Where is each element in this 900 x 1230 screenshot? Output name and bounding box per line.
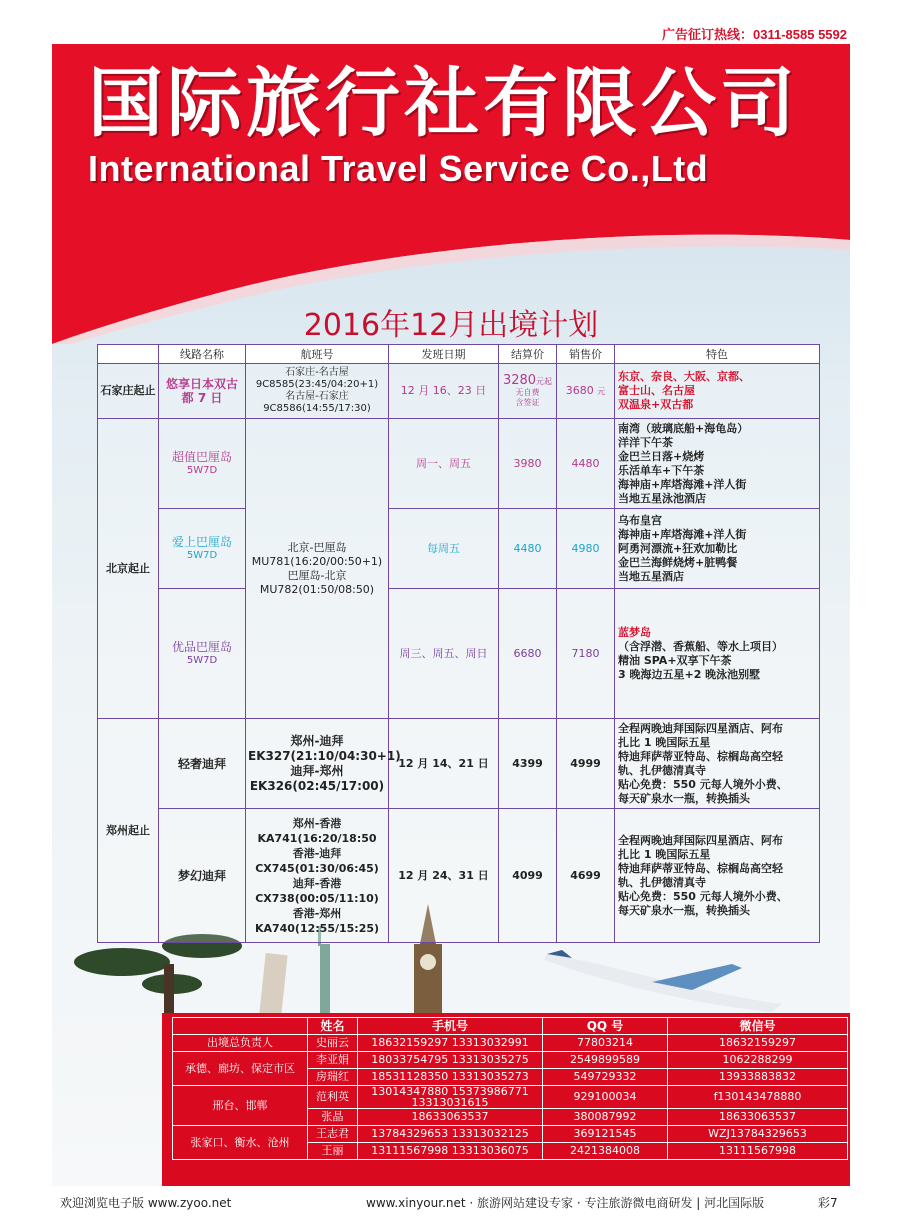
feature-line: 金巴兰海鲜烧烤+脏鸭餐: [618, 555, 738, 569]
contact-phone: 18633063537: [358, 1109, 543, 1126]
route-title: 超值巴厘岛: [171, 449, 232, 464]
table-header-row: [98, 345, 820, 364]
departure-date: 每周五: [389, 509, 499, 589]
feature-line: 3 晚海边五星+2 晚泳池别墅: [618, 667, 761, 681]
settle-note: 无自费: [515, 388, 540, 397]
contact-phone: 18632159297 13313032991: [358, 1035, 543, 1052]
route-name: 轻奢迪拜: [159, 719, 246, 809]
flight-line: CX745(01:30/06:45): [255, 861, 379, 875]
flight-line: 名古屋-石家庄: [285, 391, 349, 402]
header-date: 发班日期: [389, 345, 499, 364]
origin-sjz: 石家庄起止: [98, 364, 159, 419]
route-name: 梦幻迪拜: [159, 809, 246, 943]
flight-line: 9C8586(14:55/17:30): [263, 403, 371, 414]
contact-wechat: 18632159297: [668, 1035, 848, 1052]
flight-line: CX738(00:05/11:10): [255, 891, 379, 905]
airplane-illustration: [544, 950, 782, 1012]
feature-line: 乌布皇宫: [618, 513, 662, 527]
feature-line: 精油 SPA+双享下午茶: [618, 653, 732, 667]
settle-price: 3980: [499, 419, 557, 509]
contact-name: 李亚娟: [308, 1052, 358, 1069]
feature-line: 富士山、名古屋: [618, 384, 695, 397]
route-name: [159, 419, 246, 509]
table-row: [98, 589, 820, 719]
flight-line: KA741(16:20/18:50: [257, 831, 377, 845]
contact-header-phone: 手机号: [358, 1018, 543, 1035]
route-duration: 5W7D: [186, 549, 218, 561]
feature-line: 东京、奈良、大阪、京都、: [618, 370, 750, 383]
contact-region: 承德、廊坊、保定市区: [173, 1052, 308, 1086]
sale-price: 7180: [557, 589, 615, 719]
contact-phone: 13784329653 13313032125: [358, 1126, 543, 1143]
feature-line: 海神庙+库塔海滩+洋人街: [618, 477, 747, 491]
contact-region: 张家口、衡水、沧州: [173, 1126, 308, 1160]
settle-unit: 元起: [536, 377, 553, 386]
company-name-cn: 国际旅行社有限公司: [88, 59, 800, 147]
feature-line: 当地五星酒店: [618, 569, 684, 583]
contact-name: 房瑞红: [308, 1069, 358, 1086]
departure-date: 12 月 14、21 日: [389, 719, 499, 809]
table-row: [98, 809, 820, 943]
contact-phone-line: 13313031615: [411, 1096, 489, 1109]
contact-header-row: [173, 1018, 848, 1035]
feature-line: 全程两晚迪拜国际四星酒店、阿布: [618, 833, 783, 847]
company-name-en: International Travel Service Co.,Ltd: [88, 148, 709, 189]
contact-name: 史丽云: [308, 1035, 358, 1052]
feature-line: 当地五星泳池酒店: [618, 491, 706, 505]
feature-line: 贴心免费：550 元每人境外小费、: [618, 777, 788, 791]
flight-line: KA740(12:55/15:25): [254, 921, 380, 935]
page-frame: [52, 44, 850, 1186]
flight-line: EK327(21:10/04:30+1): [248, 748, 401, 763]
route-name: [159, 509, 246, 589]
feature-line: 每天矿泉水一瓶，转换插头: [618, 903, 750, 917]
origin-bj: 北京起止: [98, 419, 159, 719]
contact-qq: 369121545: [543, 1126, 668, 1143]
contact-qq: 380087992: [543, 1109, 668, 1126]
header-flight: 航班号: [246, 345, 389, 364]
settle-price: 4399: [499, 719, 557, 809]
feature-line: 洋洋下午茶: [618, 435, 673, 449]
contact-phone: [358, 1086, 543, 1109]
settle-price: 4099: [499, 809, 557, 943]
sale-price: 4480: [557, 419, 615, 509]
ad-hotline: 广告征订热线：0311-8585 5592: [662, 27, 847, 42]
features: [615, 364, 820, 419]
contact-phone: 18033754795 13313035275: [358, 1052, 543, 1069]
contact-row: [173, 1035, 848, 1052]
contact-qq: 2421384008: [543, 1143, 668, 1160]
table-row: [98, 719, 820, 809]
features: [615, 719, 820, 809]
flight-line: 郑州-迪拜: [290, 733, 344, 748]
contact-qq: 77803214: [543, 1035, 668, 1052]
contact-wechat: f130143478880: [668, 1086, 848, 1109]
feature-line: 轨、扎伊德清真寺: [618, 763, 706, 777]
flight-info: [246, 719, 401, 809]
contact-region: 出境总负责人: [173, 1035, 308, 1052]
footer-right-text: www.xinyour.net · 旅游网站建设专家 · 专注旅游微电商研发 | 河北国际版: [366, 1196, 765, 1210]
contact-header-qq: QQ 号: [543, 1018, 668, 1035]
contact-qq: 549729332: [543, 1069, 668, 1086]
contact-wechat: 13111567998: [668, 1143, 848, 1160]
settle-price: 4480: [499, 509, 557, 589]
sale-price: [557, 364, 615, 419]
origin-zz: 郑州起止: [98, 719, 159, 943]
contact-wechat: 13933883832: [668, 1069, 848, 1086]
contact-wechat: 18633063537: [668, 1109, 848, 1126]
feature-line: 特迪拜萨蒂亚特岛、棕榈岛高空轻: [618, 861, 783, 875]
feature-line: 乐活单车+下午茶: [618, 463, 705, 477]
flight-info: [246, 809, 389, 943]
contact-region: 邢台、邯郸: [173, 1086, 308, 1126]
flight-line: 9C8585(23:45/04:20+1): [255, 379, 379, 390]
feature-line: 全程两晚迪拜国际四星酒店、阿布: [618, 721, 783, 735]
contact-row: [173, 1086, 848, 1109]
departure-date: 12 月 24、31 日: [389, 809, 499, 943]
tour-plan-table: [97, 344, 820, 943]
contact-phone: 13111567998 13313036075: [358, 1143, 543, 1160]
feature-line: 金巴兰日落+烧烤: [618, 449, 705, 463]
contact-qq: 2549899589: [543, 1052, 668, 1069]
flight-line: MU782(01:50/08:50): [259, 582, 375, 596]
feature-highlight: 蓝梦岛: [618, 625, 651, 639]
route-title: 爱上巴厘岛: [171, 534, 232, 549]
flight-line: 迪拜-香港: [292, 876, 342, 890]
flight-line: MU781(16:20/00:50+1): [251, 554, 383, 568]
sale-unit: 元: [597, 387, 606, 396]
flight-line: 北京-巴厘岛: [287, 540, 347, 554]
page-number: 彩7: [818, 1196, 838, 1210]
sale-price: 4980: [557, 509, 615, 589]
departure-date: 周一、周五: [389, 419, 499, 509]
contact-name: 张晶: [308, 1109, 358, 1126]
features: [615, 509, 820, 589]
feature-line: 南湾（玻璃底船+海龟岛）: [618, 421, 749, 435]
contact-header-region: [173, 1018, 308, 1035]
bonsai-tree-illustration: [74, 934, 242, 1024]
feature-line: 每天矿泉水一瓶，转换插头: [618, 791, 750, 805]
feature-line: 轨、扎伊德清真寺: [618, 875, 706, 889]
contact-row: [173, 1126, 848, 1143]
sale-price: 4999: [557, 719, 615, 809]
settle-price: [499, 364, 557, 419]
header-sale-price: 销售价: [557, 345, 615, 364]
contact-qq: 929100034: [543, 1086, 668, 1109]
flight-line: 巴厘岛-北京: [287, 568, 347, 582]
feature-line: 海神庙+库塔海滩+洋人街: [618, 527, 747, 541]
flight-line: 迪拜-郑州: [290, 763, 344, 778]
contact-wechat: 1062288299: [668, 1052, 848, 1069]
feature-line: 双温泉+双古都: [618, 398, 694, 411]
flight-line: 香港-郑州: [292, 906, 342, 920]
route-name: [159, 589, 246, 719]
sale-price: 4699: [557, 809, 615, 943]
settle-note: 含签证: [515, 398, 540, 407]
table-row: [98, 419, 820, 509]
route-duration: 5W7D: [186, 464, 218, 476]
contact-header-name: 姓名: [308, 1018, 358, 1035]
feature-line: （含浮潜、香蕉船、等水上项目）: [618, 639, 783, 653]
page-footer: [0, 1192, 900, 1212]
flight-info: [246, 364, 389, 419]
feature-line: 扎比 1 晚国际五星: [618, 735, 711, 749]
header-features: 特色: [615, 345, 820, 364]
header-route: 线路名称: [159, 345, 246, 364]
contact-header-wechat: 微信号: [668, 1018, 848, 1035]
departure-date: 12 月 16、23 日: [389, 364, 499, 419]
features: [615, 589, 820, 719]
table-row: [98, 364, 820, 419]
footer-left-text: 欢迎浏览电子版 www.zyoo.net: [60, 1196, 232, 1210]
route-name: 悠享日本双古都 7 日: [159, 364, 246, 419]
feature-line: 阿勇河漂流+狂欢加勒比: [618, 541, 738, 555]
flight-line: EK326(02:45/17:00): [249, 778, 385, 793]
flight-info: [246, 419, 389, 719]
settle-price: 6680: [499, 589, 557, 719]
settle-value: 3280: [502, 373, 537, 388]
contact-row: [173, 1052, 848, 1069]
contact-phone: 18531128350 13313035273: [358, 1069, 543, 1086]
departure-date: 周三、周五、周日: [389, 589, 499, 719]
route-title: 优品巴厘岛: [171, 639, 232, 654]
contact-name: 王志君: [308, 1126, 358, 1143]
flight-line: 石家庄-名古屋: [285, 367, 349, 378]
flight-line: 郑州-香港: [292, 816, 342, 830]
feature-line: 特迪拜萨蒂亚特岛、棕榈岛高空轻: [618, 749, 783, 763]
contact-phone-line: 13014347880 15373986771: [371, 1085, 529, 1098]
features: [615, 809, 820, 943]
route-duration: 5W7D: [186, 654, 218, 666]
contact-name: 范利英: [308, 1086, 358, 1109]
feature-line: 扎比 1 晚国际五星: [618, 847, 711, 861]
contact-table: [172, 1017, 848, 1160]
flight-line: 香港-迪拜: [292, 846, 342, 860]
feature-line: 贴心免费：550 元每人境外小费、: [618, 889, 788, 903]
contact-name: 王丽: [308, 1143, 358, 1160]
sale-value: 3680: [565, 384, 594, 397]
table-row: [98, 509, 820, 589]
contact-wechat: WZJ13784329653: [668, 1126, 848, 1143]
header-origin: [98, 345, 159, 364]
plan-title: 2016年12月出境计划: [303, 308, 599, 343]
header-settle-price: 结算价: [499, 345, 557, 364]
features: [615, 419, 820, 509]
